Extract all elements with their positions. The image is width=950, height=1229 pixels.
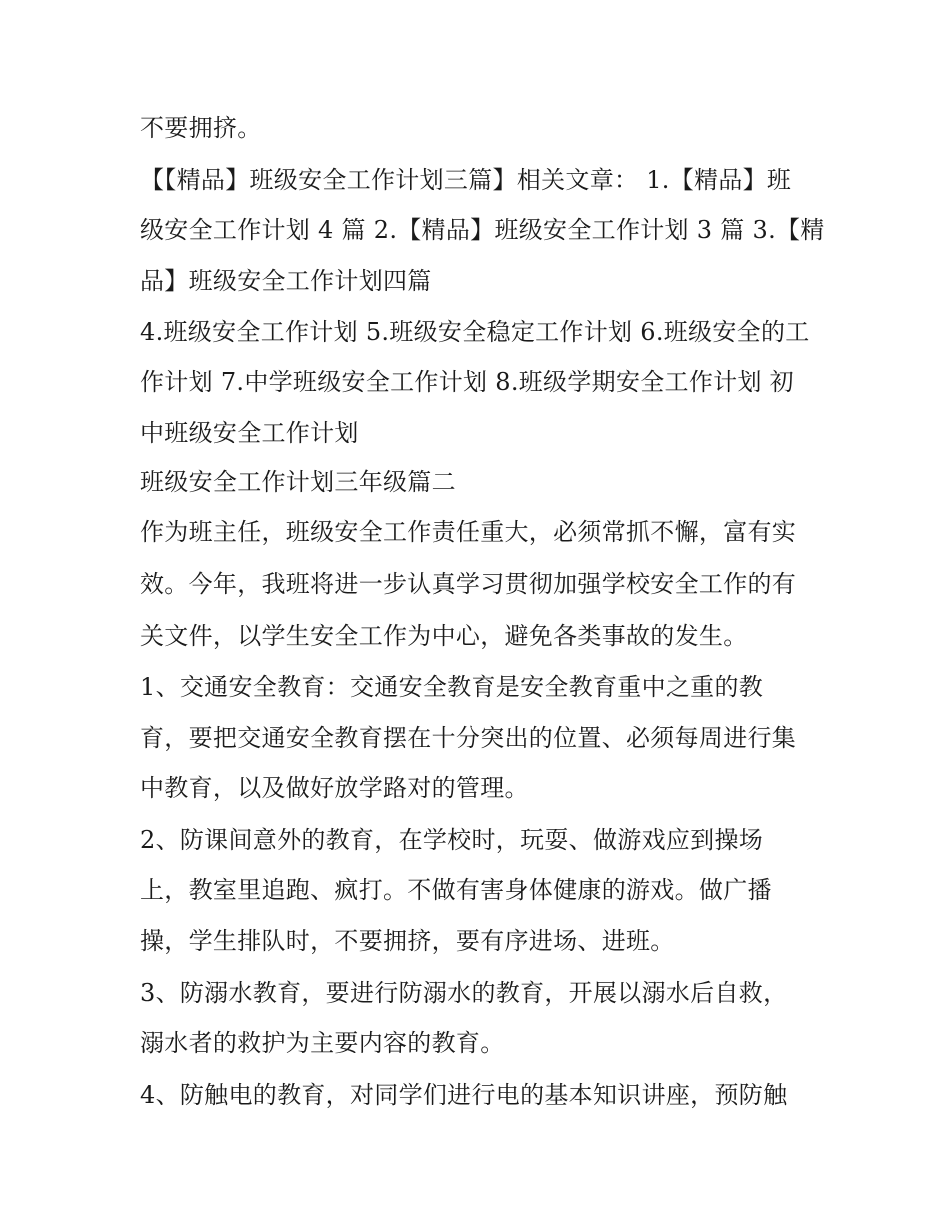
text-line-11: 关文件，以学生安全工作为中心，避免各类事故的发生。 xyxy=(140,622,748,650)
text-line-13: 育，要把交通安全教育摆在十分突出的位置、必须每周进行集 xyxy=(140,724,797,752)
text-line-12: 1、交通安全教育：交通安全教育是安全教育重中之重的教 xyxy=(140,673,764,701)
text-line-5: 4.班级安全工作计划 5.班级安全稳定工作计划 6.班级安全的工 xyxy=(140,318,810,346)
text-line-17: 操，学生排队时，不要拥挤，要有序进场、进班。 xyxy=(140,927,675,955)
text-line-2: 【【精品】班级安全工作计划三篇】相关文章： 1.【精品】班 xyxy=(140,166,792,194)
text-line-16: 上，教室里追跑、疯打。不做有害身体健康的游戏。做广播 xyxy=(140,876,772,904)
text-line-6: 作计划 7.中学班级安全工作计划 8.班级学期安全工作计划 初 xyxy=(140,368,794,396)
text-line-9: 作为班主任，班级安全工作责任重大，必须常抓不懈，富有实 xyxy=(140,518,797,546)
text-line-1: 不要拥挤。 xyxy=(140,114,262,142)
text-line-20: 4、防触电的教育，对同学们进行电的基本知识讲座，预防触 xyxy=(140,1081,788,1109)
text-line-4: 品】班级安全工作计划四篇 xyxy=(140,267,432,295)
text-line-14: 中教育，以及做好放学路对的管理。 xyxy=(140,774,529,802)
text-line-10: 效。今年，我班将进一步认真学习贯彻加强学校安全工作的有 xyxy=(140,570,797,598)
text-line-7: 中班级安全工作计划 xyxy=(140,419,359,447)
text-line-18: 3、防溺水教育，要进行防溺水的教育，开展以溺水后自救， xyxy=(140,979,788,1007)
text-line-19: 溺水者的救护为主要内容的教育。 xyxy=(140,1029,505,1057)
text-line-3: 级安全工作计划 4 篇 2.【精品】班级安全工作计划 3 篇 3.【精 xyxy=(140,216,825,244)
section-heading: 班级安全工作计划三年级篇二 xyxy=(140,468,456,496)
text-line-15: 2、防课间意外的教育，在学校时，玩耍、做游戏应到操场 xyxy=(140,826,764,854)
